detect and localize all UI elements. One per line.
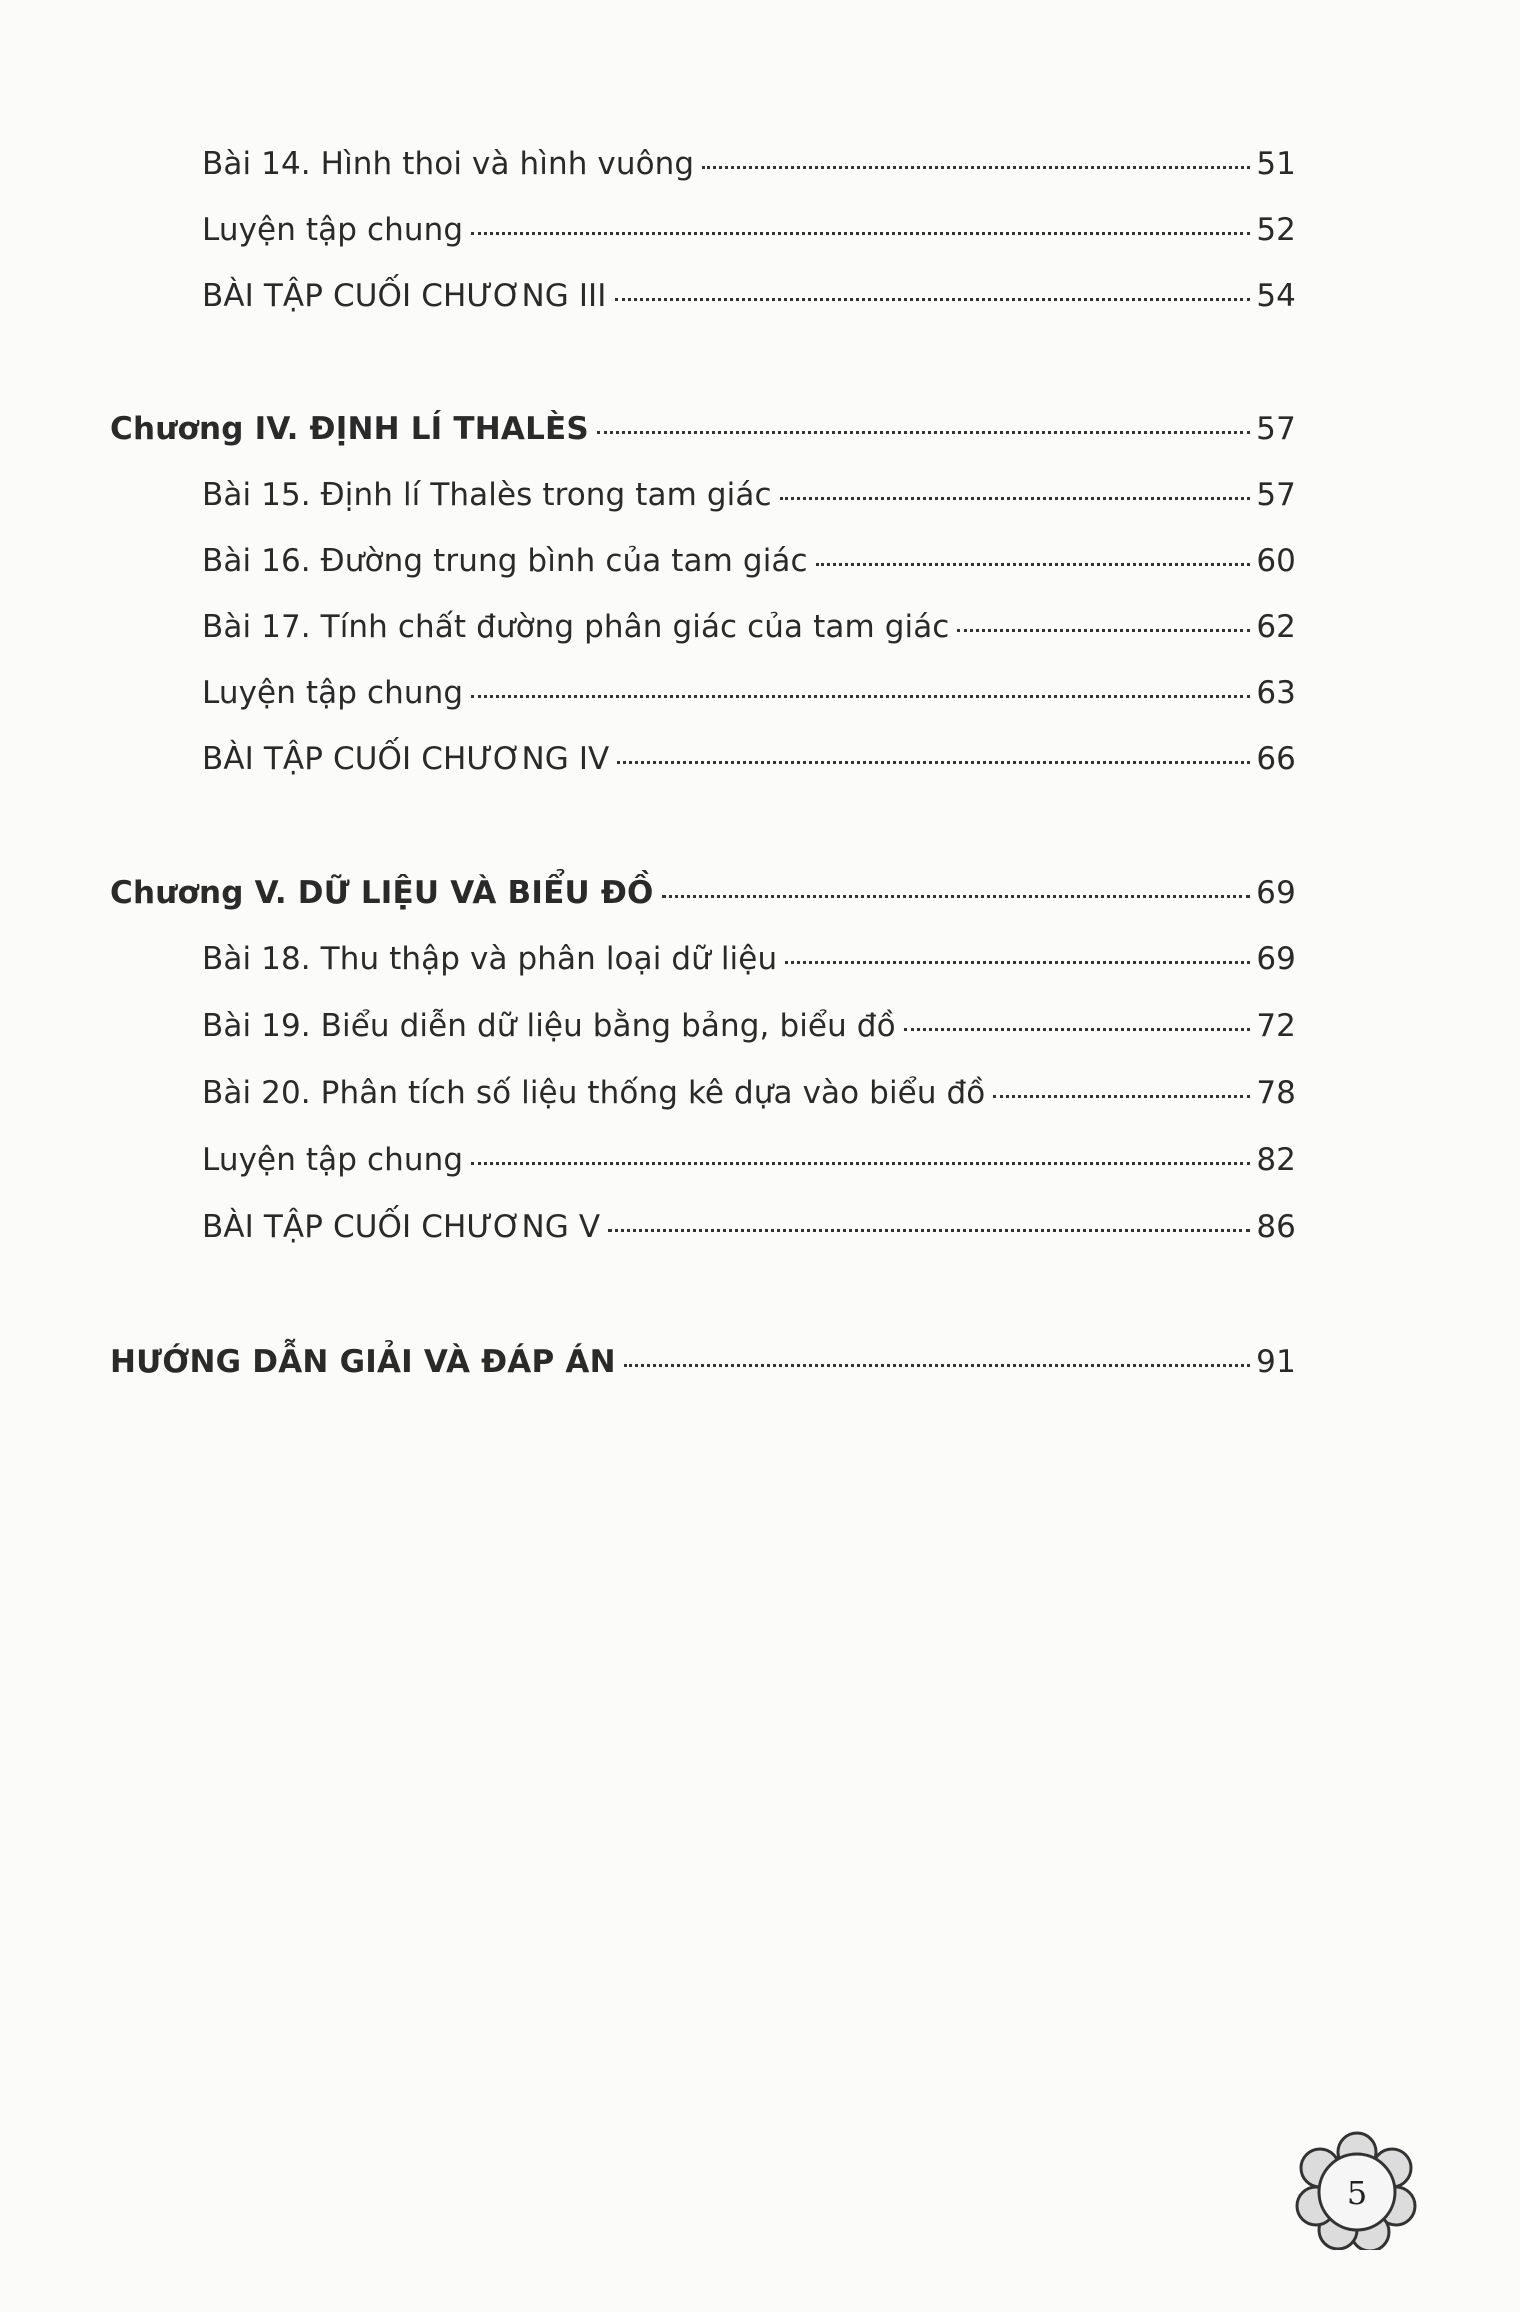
dot-leader [702,166,1250,169]
dot-leader [617,761,1250,764]
toc-entry-page: 60 [1256,543,1296,579]
toc-chapter-title: Chương V. DỮ LIỆU VÀ BIỂU ĐỒ [110,875,654,911]
dot-leader [608,1229,1250,1232]
toc-entry-bai-14[interactable] [202,146,1296,194]
toc-entry-page: 52 [1256,212,1296,248]
dot-leader [471,1162,1250,1165]
toc-entry-luyen-tap-chung-3[interactable] [202,212,1296,260]
toc-entry-bai-19[interactable] [202,1008,1296,1056]
toc-entry-bai-16[interactable] [202,543,1296,591]
toc-entry-title: Luyện tập chung [202,212,464,248]
dot-leader [662,895,1251,898]
toc-entry-bai-20[interactable] [202,1075,1296,1123]
toc-entry-title: Bài 16. Đường trung bình của tam giác [202,543,808,579]
dot-leader [957,629,1250,632]
toc-entry-title: BÀI TẬP CUỐI CHƯƠNG IV [202,741,610,777]
dot-leader [785,961,1250,964]
dot-leader [471,232,1250,235]
toc-chapter-page: 69 [1256,875,1296,911]
toc-entry-bai-tap-cuoi-chuong-3[interactable] [202,278,1296,326]
toc-entry-page: 62 [1256,609,1296,645]
toc-entry-title: Bài 15. Định lí Thalès trong tam giác [202,477,772,513]
toc-entry-luyen-tap-chung-5[interactable] [202,1142,1296,1190]
dot-leader [471,695,1250,698]
toc-entry-bai-tap-cuoi-chuong-5[interactable] [202,1209,1296,1257]
toc-entry-page: 63 [1256,675,1296,711]
toc-entry-title: Bài 20. Phân tích số liệu thống kê dựa vào biểu đồ [202,1075,986,1111]
toc-entry-page: 86 [1256,1209,1296,1245]
toc-entry-title: Bài 18. Thu thập và phân loại dữ liệu [202,941,778,977]
toc-entry-page: 78 [1256,1075,1296,1111]
dot-leader [624,1364,1250,1367]
toc-entry-title: BÀI TẬP CUỐI CHƯƠNG V [202,1209,601,1245]
flower-badge-icon [1294,2130,1420,2250]
toc-chapter-page: 91 [1256,1344,1296,1380]
toc-entry-title: Bài 17. Tính chất đường phân giác của tam giác [202,609,950,645]
toc-entry-title: Bài 19. Biểu diễn dữ liệu bằng bảng, biểu đồ [202,1008,896,1044]
toc-entry-bai-tap-cuoi-chuong-4[interactable] [202,741,1296,789]
toc-entry-title: BÀI TẬP CUỐI CHƯƠNG III [202,278,607,314]
toc-entry-bai-18[interactable] [202,941,1296,989]
toc-chapter-title: HƯỚNG DẪN GIẢI VÀ ĐÁP ÁN [110,1344,616,1380]
toc-chapter-5[interactable] [110,875,1296,923]
dot-leader [597,431,1250,434]
toc-entry-page: 72 [1256,1008,1296,1044]
toc-answers-section[interactable] [110,1344,1296,1392]
toc-entry-page: 57 [1256,477,1296,513]
dot-leader [816,563,1251,566]
toc-entry-page: 82 [1256,1142,1296,1178]
toc-entry-title: Bài 14. Hình thoi và hình vuông [202,146,695,182]
toc-entry-bai-17[interactable] [202,609,1296,657]
toc-entry-page: 69 [1256,941,1296,977]
toc-chapter-title: Chương IV. ĐỊNH LÍ THALÈS [110,411,589,447]
toc-chapter-4[interactable] [110,411,1296,459]
toc-entry-title: Luyện tập chung [202,1142,464,1178]
toc-entry-page: 54 [1256,278,1296,314]
dot-leader [780,497,1251,500]
page-number: 5 [1346,2174,1368,2212]
dot-leader [615,298,1251,301]
page-number-badge [1294,2130,1420,2250]
toc-chapter-page: 57 [1256,411,1296,447]
toc-entry-luyen-tap-chung-4[interactable] [202,675,1296,723]
toc-entry-title: Luyện tập chung [202,675,464,711]
toc-entry-page: 66 [1256,741,1296,777]
toc-entry-page: 51 [1256,146,1296,182]
toc-entry-bai-15[interactable] [202,477,1296,525]
dot-leader [904,1028,1251,1031]
dot-leader [993,1095,1250,1098]
